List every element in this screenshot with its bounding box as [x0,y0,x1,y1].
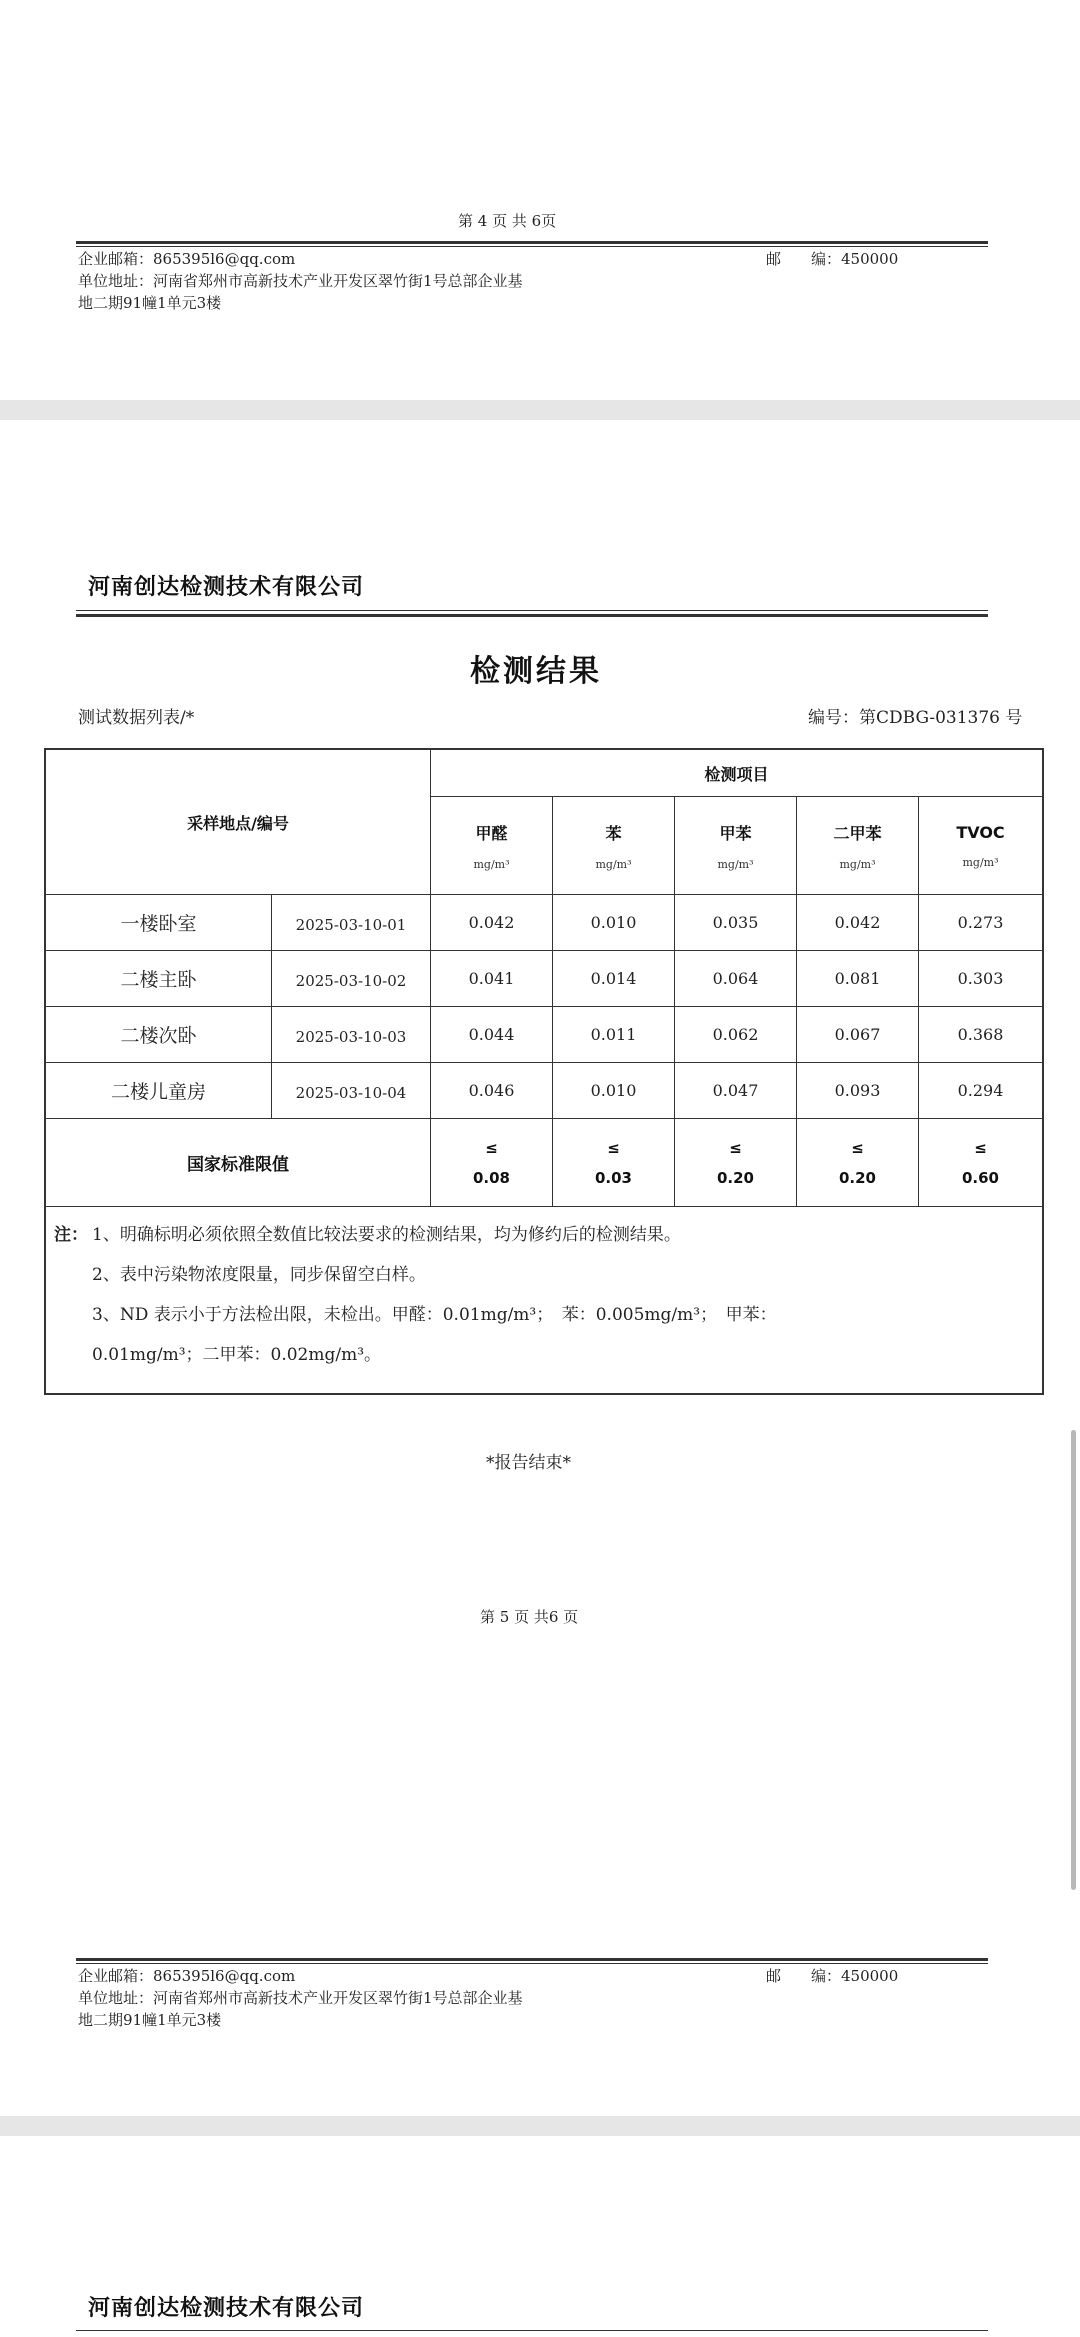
value-cell: 0.303 [957,969,1004,988]
footer-divider-thin [76,246,988,247]
row-code: 2025-03-10-03 [295,1027,407,1046]
test-items-header: 检测项目 [704,764,769,784]
note-line-3: 3、ND 表示小于方法检出限，未检出。甲醛：0.01mg/m³； 苯：0.005mg/m³； 甲苯： [92,1305,777,1325]
column-name: 甲苯 [719,823,752,843]
standard-limit-value: 0.08 [472,1168,510,1187]
value-cell: 0.047 [712,1081,759,1100]
value-cell: 0.042 [468,913,515,932]
value-cell: 0.294 [957,1081,1004,1100]
standard-limit-value: 0.20 [716,1168,754,1187]
column-header-formaldehyde [431,797,552,894]
value-cell: 0.041 [468,969,515,988]
column-header-xylene [797,797,918,894]
footer-divider [76,1958,988,1961]
column-unit: mg/m³ [717,857,754,871]
notes-label: 注： [54,1225,88,1245]
less-equal-symbol: ≤ [607,1138,620,1157]
row-location: 二楼次卧 [120,1025,197,1047]
report-title: 检测结果 [470,654,602,689]
row-code: 2025-03-10-01 [295,915,407,934]
standard-limit-cell [675,1119,796,1206]
row-location: 一楼卧室 [120,913,197,935]
value-cell: 0.067 [834,1025,881,1044]
value-cell: 0.044 [468,1025,515,1044]
column-unit: mg/m³ [962,855,999,869]
value-cell: 0.011 [590,1025,637,1044]
footer-email: 企业邮箱：865395l6@qq.com [78,1967,296,1985]
column-unit: mg/m³ [839,857,876,871]
column-name: 甲醛 [475,823,508,843]
column-unit: mg/m³ [473,857,510,871]
value-cell: 0.014 [590,969,637,988]
value-cell: 0.368 [957,1025,1004,1044]
note-line-4: 0.01mg/m³；二甲苯：0.02mg/m³。 [92,1345,382,1365]
data-list-label: 测试数据列表/* [78,708,195,728]
company-name: 河南创达检测技术有限公司 [88,575,365,600]
row-location: 二楼主卧 [120,969,197,991]
header-divider [76,614,988,617]
value-cell: 0.093 [834,1081,881,1100]
note-line-2: 2、表中污染物浓度限量，同步保留空白样。 [92,1265,426,1285]
row-location: 二楼儿童房 [110,1081,206,1103]
column-unit: mg/m³ [595,857,632,871]
header-divider-thin [76,610,988,611]
column-header-tvoc [919,797,1042,894]
table-line [44,1206,1043,1207]
table-border-right [1042,748,1044,1395]
value-cell: 0.010 [590,913,637,932]
sampling-location-header: 采样地点/编号 [187,813,289,833]
column-name: 二甲苯 [833,823,882,843]
footer-divider [76,241,988,244]
value-cell: 0.062 [712,1025,759,1044]
value-cell: 0.042 [834,913,881,932]
note-line-1: 1、明确标明必须依照全数值比较法要求的检测结果，均为修约后的检测结果。 [92,1225,681,1245]
footer-email: 企业邮箱：865395l6@qq.com [78,250,296,268]
table-border-bottom [44,1393,1043,1395]
standard-limit-cell [553,1119,674,1206]
footer-address-line-1: 单位地址：河南省郑州市高新技术产业开发区翠竹街1号总部企业基 [78,272,523,290]
page-number: 第 4 页 共 6页 [458,212,557,230]
value-cell: 0.010 [590,1081,637,1100]
less-equal-symbol: ≤ [729,1138,742,1157]
value-cell: 0.035 [712,913,759,932]
footer-address-line-1: 单位地址：河南省郑州市高新技术产业开发区翠竹街1号总部企业基 [78,1989,523,2007]
column-name: 苯 [605,823,622,843]
header-divider-thin [76,2330,988,2331]
footer-address-line-2: 地二期91幢1单元3楼 [78,294,222,312]
footer-postcode: 邮 编：450000 [766,250,899,268]
company-name: 河南创达检测技术有限公司 [88,2296,365,2321]
page-gap [0,2116,1080,2136]
standard-limit-label: 国家标准限值 [187,1155,289,1175]
standard-limit-cell [431,1119,552,1206]
value-cell: 0.081 [834,969,881,988]
standard-limit-value: 0.60 [961,1168,999,1187]
page-6 [0,2136,1080,2337]
less-equal-symbol: ≤ [974,1138,987,1157]
page-4 [0,0,1080,400]
standard-limit-value: 0.20 [838,1168,876,1187]
footer-address-line-2: 地二期91幢1单元3楼 [78,2011,222,2029]
page-gap [0,400,1080,420]
column-header-toluene [675,797,796,894]
scrollbar[interactable] [1071,1430,1076,1890]
value-cell: 0.046 [468,1081,515,1100]
less-equal-symbol: ≤ [485,1138,498,1157]
footer-postcode: 邮 编：450000 [766,1967,899,1985]
less-equal-symbol: ≤ [851,1138,864,1157]
report-end: *报告结束* [486,1453,571,1473]
page-5 [0,420,1080,2116]
row-code: 2025-03-10-04 [295,1083,407,1102]
standard-limit-cell [797,1119,918,1206]
value-cell: 0.273 [957,913,1004,932]
row-code: 2025-03-10-02 [295,971,407,990]
value-cell: 0.064 [712,969,759,988]
column-name: TVOC [956,822,1005,842]
report-number: 编号：第CDBG-031376 号 [808,708,1023,728]
page-number: 第 5 页 共6 页 [480,1608,579,1626]
standard-limit-cell [919,1119,1042,1206]
footer-divider-thin [76,1963,988,1964]
column-header-benzene [553,797,674,894]
standard-limit-value: 0.03 [594,1168,632,1187]
